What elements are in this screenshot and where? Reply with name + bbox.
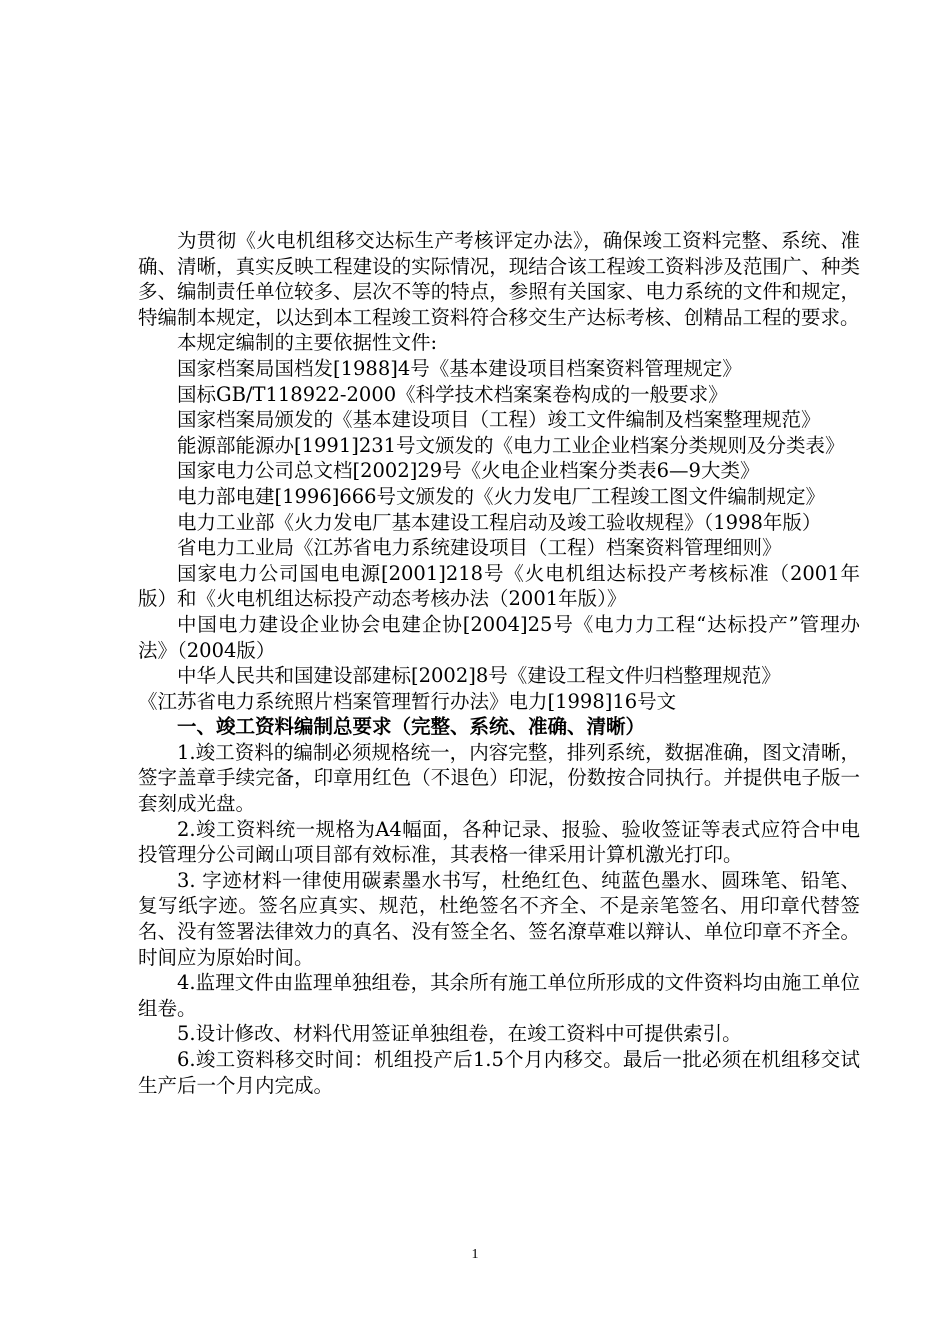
basis-item: 中国电力建设企业协会电建企协[2004]25号《电力力工程“达标投产”管理办法》（2004版） [138, 612, 860, 662]
basis-item: 国家电力公司总文档[2002]29号《火电企业档案分类表6—9大类》 [177, 459, 760, 483]
intro-paragraph: 为贯彻《火电机组移交达标生产考核评定办法》，确保竣工资料完整、系统、准确、清晰，真实反映工程建设的实际情况，现结合该工程竣工资料涉及范围广、种类多、编制责任单位较多、层次不等的特点，参照有关国家、电力系统的文件和规定，特编制本规定，以达到本工程竣工资料符合移交生产达标考核、创精品工程的要求。 [138, 229, 860, 329]
basis-item: 《江苏省电力系统照片档案管理暂行办法》电力[1998]16号文 [138, 689, 677, 713]
requirement-item: 3. 字迹材料一律使用碳素墨水书写，杜绝红色、纯蓝色墨水、圆珠笔、铅笔、复写纸字迹。签名应真实、规范，杜绝签名不齐全、不是亲笔签名、用印章代替签名、没有签署法律效力的真名、没有签全名、签名潦草难以辩认、单位印章不齐全。时间应为原始时间。 [138, 868, 860, 969]
requirement-item: 1.竣工资料的编制必须规格统一，内容完整，排列系统，数据准确，图文清晰，签字盖章手续完备，印章用红色（不退色）印泥，份数按合同执行。并提供电子版一套刻成光盘。 [138, 740, 860, 816]
basis-item: 国家档案局颁发的《基本建设项目（工程）竣工文件编制及档案整理规范》 [177, 408, 821, 432]
requirement-item: 4.监理文件由监理单独组卷，其余所有施工单位所形成的文件资料均由施工单位组卷。 [138, 971, 860, 1020]
section-heading: 一、竣工资料编制总要求（完整、系统、准确、清晰） [177, 715, 646, 739]
basis-intro: 本规定编制的主要依据性文件: [177, 331, 438, 355]
basis-item: 电力工业部《火力发电厂基本建设工程启动及竣工验收规程》（1998年版） [177, 510, 822, 534]
requirement-item: 6.竣工资料移交时间：机组投产后1.5个月内移交。最后一批必须在机组移交试生产后一个月内完成。 [138, 1048, 860, 1097]
basis-item: 国家档案局国档发[1988]4号《基本建设项目档案资料管理规定》 [177, 356, 742, 380]
basis-item: 国标GB/T118922-2000《科学技术档案案卷构成的一般要求》 [177, 382, 728, 406]
basis-item: 电力部电建[1996]666号文颁发的《火力发电厂工程竣工图文件编制规定》 [177, 484, 826, 508]
requirement-item: 5.设计修改、材料代用签证单独组卷，在竣工资料中可提供索引。 [177, 1022, 742, 1046]
requirement-item: 2.竣工资料统一规格为A4幅面，各种记录、报验、验收签证等表式应符合中电投管理分公司阚山项目部有效标准，其表格一律采用计算机激光打印。 [138, 817, 860, 867]
page-number: 1 [471, 1247, 479, 1262]
basis-item: 国家电力公司国电电源[2001]218号《火电机组达标投产考核标准（2001年版）和《火电机组达标投产动态考核办法（2001年版）》 [138, 561, 860, 611]
basis-item: 省电力工业局《江苏省电力系统建设项目（工程）档案资料管理细则》 [177, 536, 782, 560]
basis-item: 中华人民共和国建设部建标[2002]8号《建设工程文件归档整理规范》 [177, 664, 781, 688]
basis-item: 能源部能源办[1991]231号文颁发的《电力工业企业档案分类规则及分类表》 [177, 433, 845, 457]
document-body [138, 228, 860, 1098]
